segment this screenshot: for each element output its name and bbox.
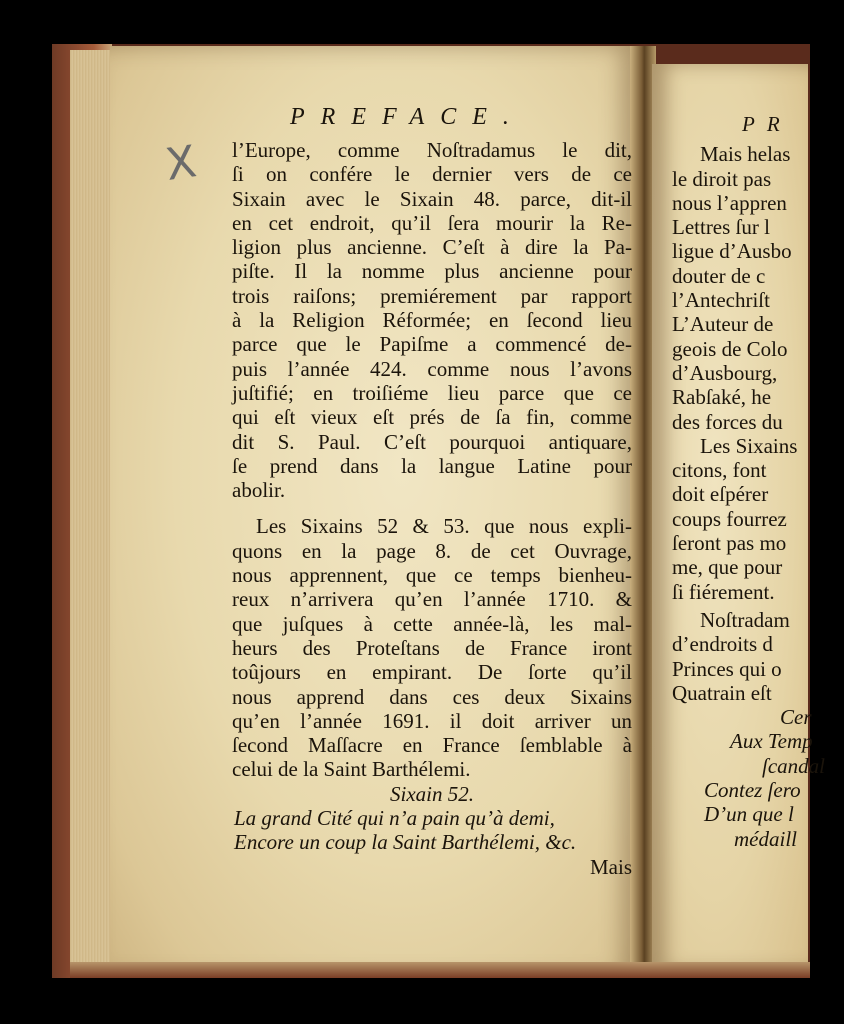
text-line: Les Sixains (700, 433, 798, 458)
text-line: dit S. Paul. C’eſt pourquoi antiquare, (232, 429, 632, 454)
text-line: trois raiſons; premiérement par rapport (232, 283, 632, 308)
right-page-header: PR (742, 112, 792, 136)
text-line: nous apprennent, que ce temps bienheu- (232, 563, 632, 588)
text-line: heurs des Proteſtans de France iront (232, 635, 632, 660)
book-bottom-edge (70, 962, 810, 978)
text-line: qui eſt vieux eſt prés de ſa fin, comme (232, 405, 632, 430)
text-line: nous l’appren (672, 190, 787, 215)
verse-line: Contez ſero (704, 778, 801, 803)
text-line: Rabſaké, he (672, 385, 772, 410)
right-page-text (672, 112, 844, 851)
text-line: ſecond Maſſacre en France ſemblable à (232, 733, 632, 758)
text-line: juſtifié; en troiſiéme lieu parce que ce (232, 380, 632, 405)
verse-line: Cer (780, 705, 812, 730)
text-line: celui de la Saint Barthélemi. (232, 757, 471, 782)
text-line: reux n’arrivera qu’en l’année 1710. & (232, 587, 632, 612)
text-line: L’Auteur de (672, 312, 774, 337)
text-line: Princes qui o (672, 656, 782, 681)
text-line: parce que le Papiſme a commencé de- (232, 332, 632, 357)
text-line: ligion plus ancienne. C’eſt à dire la Pa- (232, 235, 632, 260)
verse-line: Aux Temp (730, 729, 813, 754)
catchword: Mais (590, 854, 632, 879)
text-line: l’Antechriſt (672, 288, 770, 313)
text-line: citons, font (672, 458, 767, 483)
text-line: à la Religion Réformée; en ſecond lieu (232, 308, 632, 333)
text-line: nous apprend dans ces deux Sixains (232, 684, 632, 709)
text-line: puis l’année 424. comme nous l’avons (232, 356, 632, 381)
text-line: Quatrain eſt (672, 680, 772, 705)
text-line: geois de Colo (672, 336, 788, 361)
text-line: ligue d’Ausbo (672, 239, 792, 264)
verse-line: médaill (734, 826, 797, 851)
text-line: en cet endroit, qu’il ſera mourir la Re- (232, 210, 632, 235)
text-line: que juſques à cette année-là, les mal- (232, 611, 632, 636)
text-line: quons en la page 8. de cet Ouvrage, (232, 538, 632, 563)
text-line: toûjours en empirant. De ſorte qu’il (232, 660, 632, 685)
text-line: me, que pour (672, 555, 783, 580)
verse-line: D’un que l (704, 802, 794, 827)
text-line: coups fourrez (672, 506, 787, 531)
text-line: abolir. (232, 478, 286, 503)
verse-line: ſcandal (762, 753, 825, 778)
text-line: doit eſpérer (672, 482, 769, 507)
verse-title: Sixain 52. (390, 781, 474, 806)
text-line: ſe prend dans la langue Latine pour (232, 453, 632, 478)
page-header: PREFACE. (290, 104, 525, 130)
text-line: ſi fiérement. (672, 579, 775, 604)
text-line: Lettres ſur l (672, 215, 770, 240)
text-line: Mais helas (700, 142, 791, 167)
text-line: Sixain avec le Sixain 48. parce, dit-il (232, 186, 632, 211)
text-line: des forces du (672, 409, 783, 434)
text-line: ſeront pas mo (672, 531, 787, 556)
text-line: Noſtradam (700, 607, 790, 632)
verse-line: Encore un coup la Saint Barthélemi, &c. (234, 830, 577, 855)
text-line: piſte. Il la nomme plus ancienne pour (232, 259, 632, 284)
margin-x-mark: X (162, 136, 200, 191)
text-line: le diroit pas (672, 166, 772, 191)
verse-line: La grand Cité qui n’a pain qu’à demi, (234, 806, 555, 831)
text-line: d’Ausbourg, (672, 360, 778, 385)
left-page-text (232, 138, 632, 879)
text-line: l’Europe, comme Noſtradamus le dit, (232, 138, 632, 162)
text-line: qu’en l’année 1691. il doit arriver un (232, 708, 632, 733)
text-line: ſi on confére le dernier vers de ce (232, 162, 632, 187)
text-line: d’endroits d (672, 632, 773, 657)
text-line: douter de c (672, 263, 766, 288)
text-line: Les Sixains 52 & 53. que nous expli- (256, 514, 632, 539)
